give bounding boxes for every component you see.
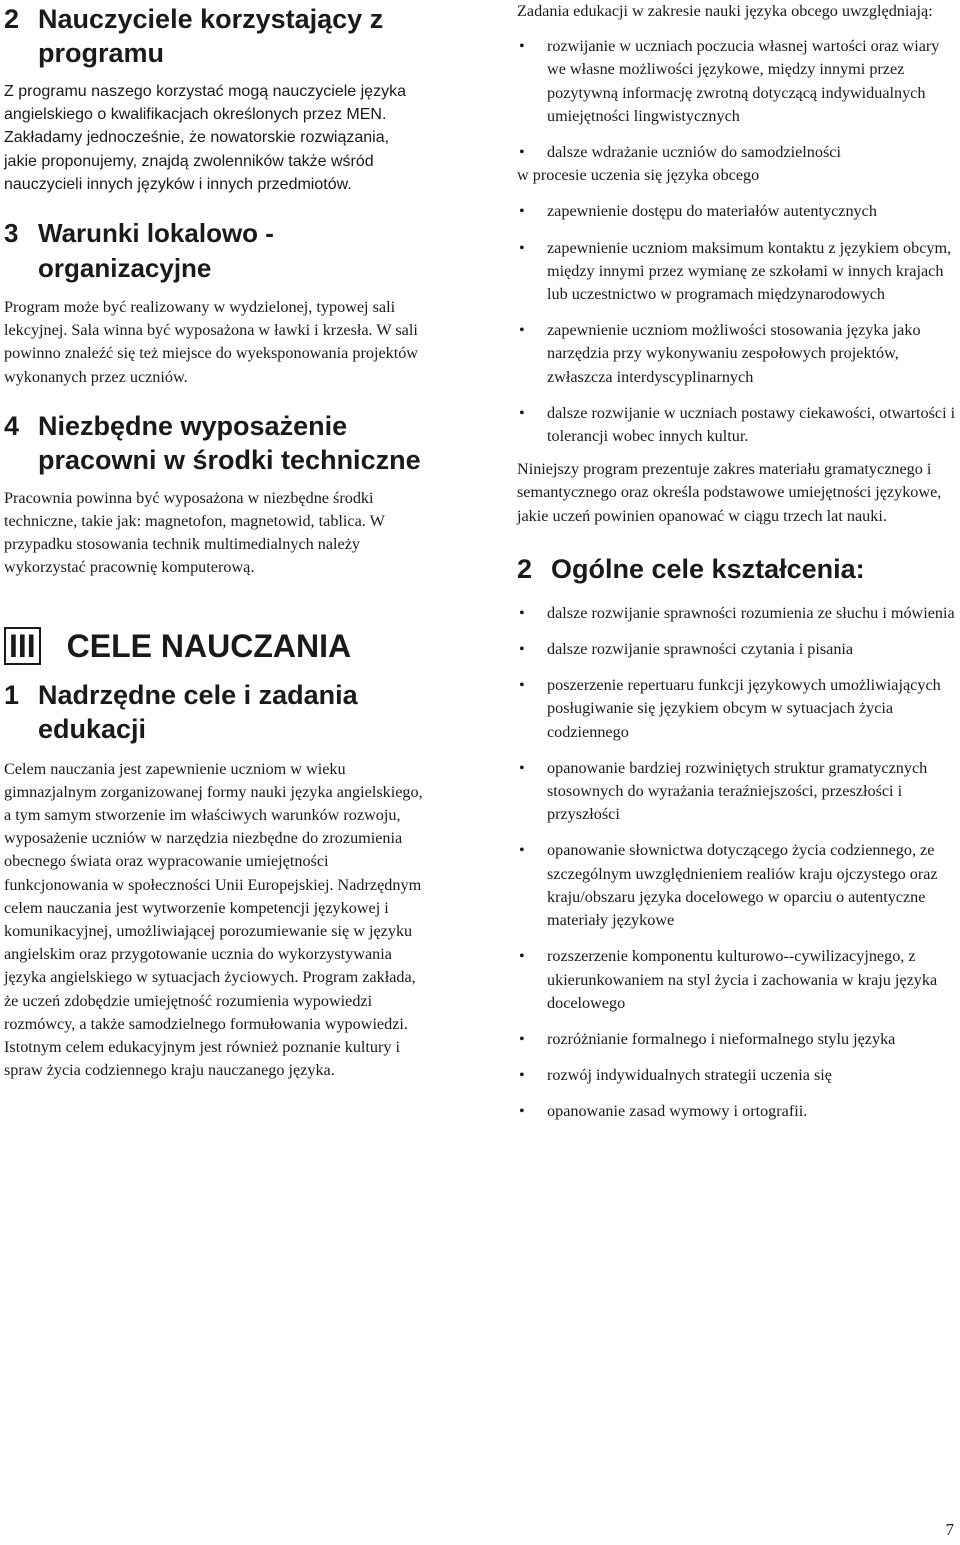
section-title: Nauczyciele korzystający z programu xyxy=(38,4,384,68)
list-item xyxy=(517,674,957,744)
bullet-icon: • xyxy=(519,841,525,860)
bullet-icon: • xyxy=(519,143,525,162)
list-item-text: rozróżnianie formalnego i nieformalnego stylu języka xyxy=(547,1029,896,1048)
chapter-heading xyxy=(4,626,424,666)
bullet-icon: • xyxy=(519,1066,525,1085)
list-item-text: dalsze rozwijanie sprawności czytania i pisania xyxy=(547,640,854,659)
section-number: 2 xyxy=(517,553,533,584)
tasks-list-b xyxy=(517,200,957,448)
bullet-icon: • xyxy=(519,1102,525,1121)
section-number: 1 xyxy=(4,679,20,710)
section-number: 2 xyxy=(4,4,20,34)
bullet-icon: • xyxy=(519,202,525,221)
list-item xyxy=(517,602,957,625)
list-item xyxy=(517,200,957,223)
section-heading-3 xyxy=(4,216,424,286)
bullet-icon: • xyxy=(519,603,525,622)
list-item xyxy=(517,945,957,1015)
paragraph-conditions: Program może być realizowany w wydzielonej, typowej sali lekcyjnej. Sala winna być wyposażona w ławki i krzesła. W sali powinno znaleźć się też miejsce do wyeksponowania projektów wykonanych przez uczniów. xyxy=(4,298,418,386)
tasks-intro: Zadania edukacji w zakresie nauki języka obcego uwzględniają: xyxy=(517,2,933,20)
tasks-continuation: w procesie uczenia się języka obcego xyxy=(517,166,760,185)
bullet-icon: • xyxy=(519,1029,525,1048)
list-item-text: opanowanie bardziej rozwiniętych struktur gramatycznych stosownych do wyrażania teraźniejszości, przeszłości i przyszłości xyxy=(547,758,928,824)
list-item-text: opanowanie słownictwa dotyczącego życia codziennego, ze szczególnym uwzględnieniem realiów kraju ojczystego oraz kraju/obszaru języka docelowego w oparciu o autentyczne materiały językowe xyxy=(547,841,938,930)
bullet-icon: • xyxy=(519,758,525,777)
right-column xyxy=(517,0,957,1124)
list-item xyxy=(517,638,957,661)
paragraph-goals: Celem nauczania jest zapewnienie uczniom w wieku gimnazjalnym zorganizowanej formy nauki języka angielskiego, a tym samym stworzenie im właściwych warunków rozwoju, wyposażenie uczniów w narzędzia niezbędne do zrozumienia obecnego świata oraz wypracowanie umiejętności funkcjonowania w społeczności Unii Europejskiej. Nadrzędnym celem nauczania jest wytworzenie kompetencji językowej i komunikacyjnej, umożliwiającej porozumiewanie się w języku angielskim oraz przygotowanie ucznia do wykorzystywania języka angielskiego w sytuacjach życiowych. Program zakłada, że uczeń zdobędzie umiejętność rozumienia wypowiedzi rozmówcy, a także samodzielnego formułowania wypowiedzi. Istotnym celem edukacyjnym jest również poznanie kultury i spraw życia codziennego kraju nauczanego języka. xyxy=(4,759,423,1080)
list-item-text: zapewnienie uczniom możliwości stosowania języka jako narzędzia przy wykonywaniu zespołowych projektów, zwłaszcza interdyscyplinarnych xyxy=(547,321,921,386)
section-heading-1 xyxy=(4,678,424,746)
bullet-icon: • xyxy=(519,403,525,422)
section-number: 3 xyxy=(4,218,19,249)
section-title: Nadrzędne cele i zadania edukacji xyxy=(38,679,358,744)
list-item xyxy=(517,1064,957,1087)
page-number: 7 xyxy=(945,1520,954,1539)
list-item-text: zapewnienie dostępu do materiałów autentycznych xyxy=(547,202,877,221)
bullet-icon: • xyxy=(519,947,525,966)
list-item xyxy=(517,141,957,164)
list-item-text: zapewnienie uczniom maksimum kontaktu z językiem obcym, między innymi przez wymianę ze szkołami w innych krajach lub uczestnictwo w programach międzynarodowych xyxy=(547,238,952,304)
bullet-icon: • xyxy=(519,238,525,257)
section-title: Ogólne cele kształcenia: xyxy=(551,553,865,584)
section-number: 4 xyxy=(4,410,20,441)
goals-list xyxy=(517,602,957,1124)
list-item xyxy=(517,237,957,307)
section-heading-general-goals xyxy=(517,552,957,586)
section-title: Niezbędne wyposażenie pracowni w środki techniczne xyxy=(38,410,421,475)
paragraph-teachers: Z programu naszego korzystać mogą nauczyciele języka angielskiego o kwalifikacjach określonych przez MEN. Zakładamy jednocześnie, że nowatorskie rozwiązania, jakie proponujemy, znajdą zwolenników także wśród nauczycieli innych języków i innych przedmiotów. xyxy=(4,83,406,193)
left-column xyxy=(4,0,424,1082)
chapter-number: III xyxy=(4,627,41,665)
section-heading-2 xyxy=(4,2,424,70)
program-summary: Niniejszy program prezentuje zakres materiału gramatycznego i semantycznego oraz określa podstawowe umiejętności językowe, jakie uczeń powinien opanować w ciągu trzech lat nauki. xyxy=(517,460,942,525)
list-item xyxy=(517,757,957,827)
section-title: Warunki lokalowo - organizacyjne xyxy=(38,218,274,284)
list-item xyxy=(517,1100,957,1123)
paragraph-equipment: Pracownia powinna być wyposażona w niezbędne środki techniczne, takie jak: magnetofon, magnetowid, tablica. W przypadku stosowania technik multimedialnych należy wykorzystać pracownię komputerową. xyxy=(4,488,385,577)
list-item xyxy=(517,35,957,128)
list-item-text: opanowanie zasad wymowy i ortografii. xyxy=(547,1102,808,1121)
list-item xyxy=(517,402,957,448)
list-item-text: rozwój indywidualnych strategii uczenia się xyxy=(547,1066,832,1085)
bullet-icon: • xyxy=(519,37,525,56)
list-item xyxy=(517,319,957,389)
list-item-text: dalsze rozwijanie sprawności rozumienia ze słuchu i mówienia xyxy=(547,603,955,622)
list-item-text: dalsze wdrażanie uczniów do samodzielności xyxy=(547,143,841,162)
bullet-icon: • xyxy=(519,676,525,695)
tasks-list-a xyxy=(517,35,957,164)
bullet-icon: • xyxy=(519,321,525,340)
chapter-title: CELE NAUCZANIA xyxy=(66,627,352,664)
list-item xyxy=(517,839,957,932)
section-heading-4 xyxy=(4,409,424,477)
bullet-icon: • xyxy=(519,640,525,659)
list-item-text: rozwijanie w uczniach poczucia własnej wartości oraz wiary we własne możliwości językowe, między innymi przez pozytywną informację zwrotną dotyczącą indywidualnych umiejętności lingwistycznych xyxy=(547,37,940,125)
list-item-text: rozszerzenie komponentu kulturowo--cywilizacyjnego, z ukierunkowaniem na styl życia i zachowania w kraju języka docelowego xyxy=(547,947,938,1012)
list-item xyxy=(517,1028,957,1051)
list-item-text: dalsze rozwijanie w uczniach postawy ciekawości, otwartości i tolerancji wobec innych kultur. xyxy=(547,403,956,446)
list-item-text: poszerzenie repertuaru funkcji językowych umożliwiających posługiwanie się językiem obcym w sytuacjach życia codziennego xyxy=(547,676,941,741)
